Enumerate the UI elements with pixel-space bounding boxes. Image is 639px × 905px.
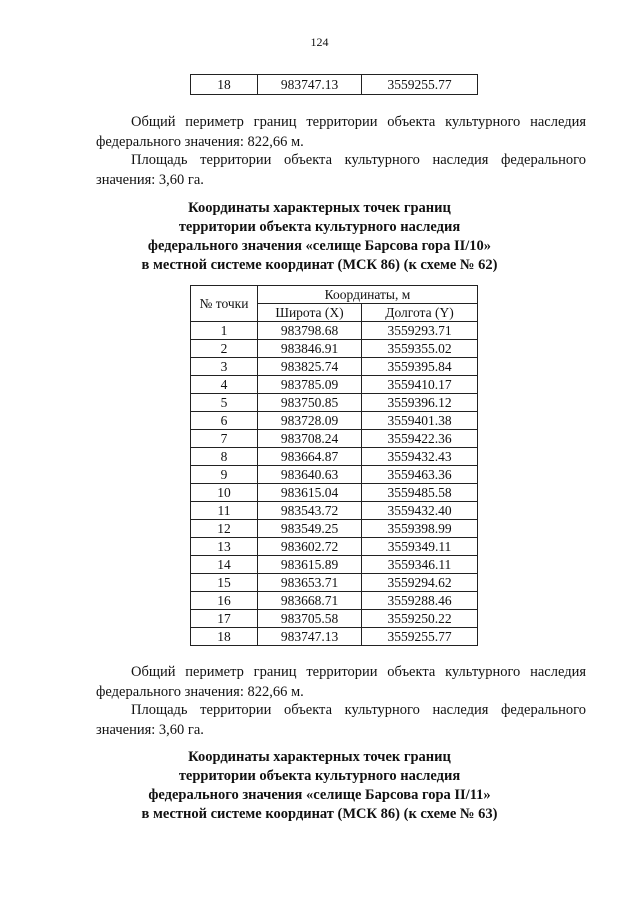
perimeter-text-line2: федерального значения: 822,66 м. [96, 134, 304, 150]
longitude-cell: 3559401.38 [362, 412, 478, 430]
latitude-cell: 983668.71 [258, 592, 362, 610]
point-number-cell: 15 [191, 574, 258, 592]
perimeter-paragraph-1 [96, 112, 586, 152]
perimeter-paragraph-2 [96, 662, 586, 702]
point-number-cell: 18 [191, 75, 258, 95]
table-row [191, 610, 478, 628]
point-number-cell: 4 [191, 376, 258, 394]
header-coordinates: Координаты, м [258, 286, 478, 304]
latitude-cell: 983615.89 [258, 556, 362, 574]
point-number-cell: 3 [191, 358, 258, 376]
table-row [191, 340, 478, 358]
latitude-cell: 983543.72 [258, 502, 362, 520]
perimeter-text-line2: федерального значения: 822,66 м. [96, 684, 304, 700]
point-number-cell: 11 [191, 502, 258, 520]
heading-line: территории объекта культурного наследия [178, 219, 461, 235]
area-text-line2: значения: 3,60 га. [96, 722, 204, 738]
table-row [191, 322, 478, 340]
latitude-cell: 983708.24 [258, 430, 362, 448]
latitude-cell: 983640.63 [258, 466, 362, 484]
table-row [191, 75, 478, 95]
longitude-cell: 3559293.71 [362, 322, 478, 340]
table-row [191, 448, 478, 466]
table-row [191, 412, 478, 430]
latitude-cell: 983785.09 [258, 376, 362, 394]
latitude-cell: 983549.25 [258, 520, 362, 538]
header-point-number: № точки [191, 286, 258, 322]
table-row [191, 628, 478, 646]
point-number-cell: 8 [191, 448, 258, 466]
heading-line: Координаты характерных точек границ [188, 200, 451, 216]
table-row [191, 502, 478, 520]
latitude-cell: 983825.74 [258, 358, 362, 376]
latitude-cell: 983798.68 [258, 322, 362, 340]
latitude-cell: 983747.13 [258, 75, 362, 95]
table-row [191, 556, 478, 574]
point-number-cell: 13 [191, 538, 258, 556]
table-row [191, 484, 478, 502]
point-number-cell: 1 [191, 322, 258, 340]
longitude-cell: 3559355.02 [362, 340, 478, 358]
section-heading-2 [0, 748, 639, 824]
heading-line: федерального значения «селище Барсова гора II/10» [147, 238, 492, 254]
header-longitude: Долгота (Y) [362, 304, 478, 322]
area-paragraph-1 [96, 150, 586, 190]
point-number-cell: 14 [191, 556, 258, 574]
longitude-cell: 3559410.17 [362, 376, 478, 394]
coordinates-table [190, 285, 478, 646]
longitude-cell: 3559432.40 [362, 502, 478, 520]
latitude-cell: 983750.85 [258, 394, 362, 412]
table-row [191, 520, 478, 538]
perimeter-text-line1: Общий периметр границ территории объекта культурного наследия [131, 664, 586, 680]
table-row [191, 574, 478, 592]
point-number-cell: 9 [191, 466, 258, 484]
longitude-cell: 3559255.77 [362, 75, 478, 95]
point-number-cell: 17 [191, 610, 258, 628]
point-number-cell: 7 [191, 430, 258, 448]
latitude-cell: 983747.13 [258, 628, 362, 646]
continuation-table [190, 74, 478, 95]
table-row [191, 394, 478, 412]
page-number: 124 [310, 35, 329, 49]
heading-line: в местной системе координат (МСК 86) (к схеме № 62) [141, 257, 498, 273]
longitude-cell: 3559398.99 [362, 520, 478, 538]
longitude-cell: 3559432.43 [362, 448, 478, 466]
longitude-cell: 3559422.36 [362, 430, 478, 448]
longitude-cell: 3559294.62 [362, 574, 478, 592]
longitude-cell: 3559463.36 [362, 466, 478, 484]
section-heading-1 [0, 199, 639, 275]
table-row [191, 466, 478, 484]
area-text-line1: Площадь территории объекта культурного наследия федерального [131, 702, 586, 718]
table-row [191, 538, 478, 556]
longitude-cell: 3559288.46 [362, 592, 478, 610]
longitude-cell: 3559396.12 [362, 394, 478, 412]
area-text-line2: значения: 3,60 га. [96, 172, 204, 188]
longitude-cell: 3559395.84 [362, 358, 478, 376]
point-number-cell: 10 [191, 484, 258, 502]
area-paragraph-2 [96, 700, 586, 740]
latitude-cell: 983664.87 [258, 448, 362, 466]
table-row [191, 358, 478, 376]
point-number-cell: 2 [191, 340, 258, 358]
point-number-cell: 18 [191, 628, 258, 646]
point-number-cell: 12 [191, 520, 258, 538]
latitude-cell: 983846.91 [258, 340, 362, 358]
latitude-cell: 983602.72 [258, 538, 362, 556]
longitude-cell: 3559255.77 [362, 628, 478, 646]
table-row [191, 376, 478, 394]
point-number-cell: 6 [191, 412, 258, 430]
latitude-cell: 983653.71 [258, 574, 362, 592]
header-latitude: Широта (X) [258, 304, 362, 322]
longitude-cell: 3559250.22 [362, 610, 478, 628]
point-number-cell: 5 [191, 394, 258, 412]
area-text-line1: Площадь территории объекта культурного наследия федерального [131, 152, 586, 168]
perimeter-text-line1: Общий периметр границ территории объекта культурного наследия [131, 114, 586, 130]
longitude-cell: 3559349.11 [362, 538, 478, 556]
latitude-cell: 983705.58 [258, 610, 362, 628]
latitude-cell: 983615.04 [258, 484, 362, 502]
longitude-cell: 3559485.58 [362, 484, 478, 502]
heading-line: в местной системе координат (МСК 86) (к схеме № 63) [141, 806, 498, 822]
table-row [191, 430, 478, 448]
point-number-cell: 16 [191, 592, 258, 610]
longitude-cell: 3559346.11 [362, 556, 478, 574]
heading-line: территории объекта культурного наследия [178, 768, 461, 784]
table-row [191, 592, 478, 610]
heading-line: Координаты характерных точек границ [188, 749, 451, 765]
heading-line: федерального значения «селище Барсова гора II/11» [148, 787, 491, 803]
latitude-cell: 983728.09 [258, 412, 362, 430]
